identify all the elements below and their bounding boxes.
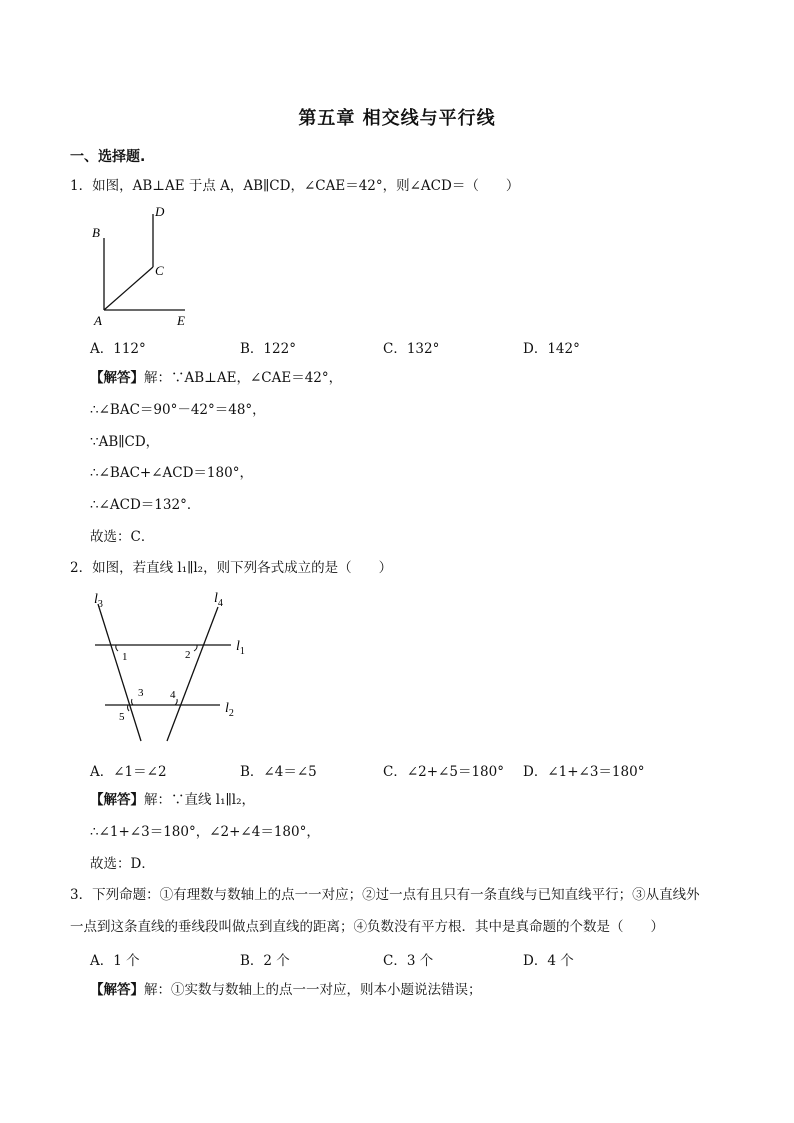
q3-option-a: A．1 个 [90, 953, 140, 969]
q2-option-d: D．∠1+∠3＝180° [523, 764, 645, 780]
q2-answer-line-3: 故选：D． [90, 856, 155, 872]
question-1-figure [88, 200, 208, 332]
page-title: 第五章 相交线与平行线 [298, 108, 496, 129]
angle-2: 2 [185, 649, 191, 661]
question-3-stem-line-2: 一点到这条直线的垂线段叫做点到直线的距离；④负数没有平方根．其中是真命题的个数是（ ） [70, 919, 664, 935]
q1-answer-line-2: ∴∠BAC＝90°－42°＝48°， [90, 402, 266, 418]
label-l3: $l_3$ [94, 592, 103, 610]
question-2-stem: 2．如图，若直线 l₁∥l₂，则下列各式成立的是（ ） [70, 560, 393, 576]
q2-answer-line-2: ∴∠1+∠3＝180°，∠2+∠4＝180°， [90, 824, 320, 840]
q2-option-b: B．∠4＝∠5 [240, 764, 317, 780]
label-e: E [177, 313, 185, 328]
q3-option-c: C．3 个 [383, 953, 434, 969]
q1-answer-line-3: ∵AB∥CD， [90, 434, 160, 450]
question-3-stem-line-1: 3．下列命题：①有理数与数轴上的点一一对应；②过一点有且只有一条直线与已知直线平行；③从直线外 [70, 887, 700, 903]
label-c: C [155, 263, 164, 278]
answer-head: 【解答】 [90, 370, 144, 386]
q2-answer-line-1 [90, 791, 255, 809]
label-l1: $l_1$ [236, 639, 245, 657]
q2-option-a: A．∠1＝∠2 [90, 764, 167, 780]
q2-option-c: C．∠2+∠5＝180° [383, 764, 504, 780]
q3-option-b: B．2 个 [240, 953, 290, 969]
angle-5: 5 [119, 711, 125, 723]
q1-answer-line-1 [90, 369, 342, 387]
label-l4: $l_4$ [214, 591, 223, 609]
label-d: D [155, 204, 165, 219]
answer-text: 解：①实数与数轴上的点一一对应，则本小题说法错误； [144, 982, 482, 998]
q1-option-d: D．142° [523, 341, 580, 357]
q1-option-b: B．122° [240, 341, 296, 357]
angle-1: 1 [122, 651, 128, 663]
q1-answer-line-4: ∴∠BAC+∠ACD＝180°， [90, 465, 253, 481]
q3-option-d: D．4 个 [523, 953, 574, 969]
q3-answer-line-1 [90, 981, 482, 999]
answer-text: 解：∵直线 l₁∥l₂， [144, 792, 255, 808]
label-l2: $l_2$ [225, 701, 234, 719]
q1-answer-line-6: 故选：C． [90, 529, 155, 545]
answer-text: 解：∵AB⊥AE，∠CAE＝42°， [144, 370, 343, 386]
label-a: A [94, 313, 102, 328]
angle-3: 3 [138, 687, 144, 699]
q1-answer-line-5: ∴∠ACD＝132°． [90, 497, 201, 513]
angle-4: 4 [170, 689, 176, 701]
section-heading: 一、选择题. [70, 149, 146, 165]
q1-option-c: C．132° [383, 341, 440, 357]
label-b: B [92, 225, 100, 240]
answer-head: 【解答】 [90, 982, 144, 998]
question-2-figure [88, 585, 258, 745]
q1-option-a: A．112° [90, 341, 146, 357]
question-1-stem: 1．如图，AB⊥AE 于点 A，AB∥CD，∠CAE＝42°，则∠ACD＝（ ） [70, 178, 520, 194]
answer-head: 【解答】 [90, 792, 144, 808]
